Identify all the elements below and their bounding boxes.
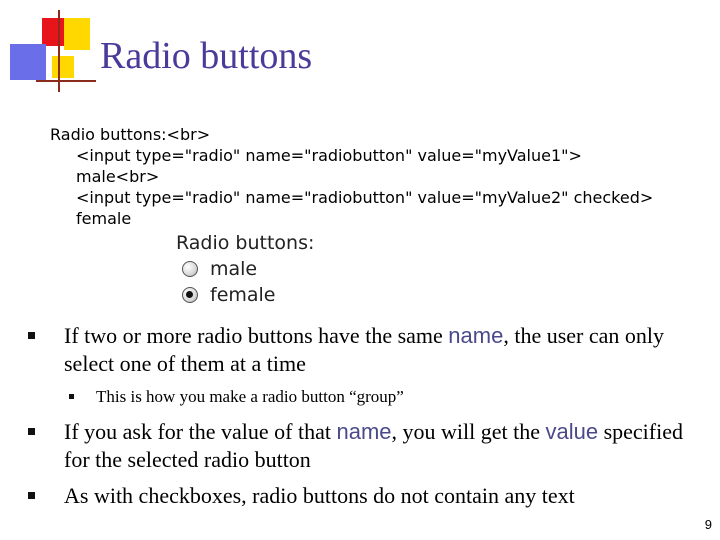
bullet-square-icon: [28, 428, 35, 435]
code-line: <input type="radio" name="radiobutton" value="myValue2" checked>: [76, 188, 654, 207]
bullet-list: [28, 322, 688, 518]
bullet-item: If you ask for the value of that name, you will get the value specified for the selected radio button: [28, 418, 688, 474]
radio-option-female[interactable]: [176, 282, 314, 308]
bullet-square-icon: [28, 332, 35, 339]
html-code-sample: [50, 124, 653, 229]
radio-option-label: male: [210, 258, 258, 280]
bullet-square-icon: [69, 394, 74, 399]
radio-demo-image: [176, 230, 314, 308]
radio-option-male[interactable]: [176, 256, 314, 282]
radio-option-label: female: [210, 284, 276, 306]
code-line: female: [76, 209, 132, 228]
keyword-value: value: [545, 419, 599, 444]
bullet-item: As with checkboxes, radio buttons do not contain any text: [28, 482, 688, 510]
keyword-name: name: [448, 323, 504, 348]
sub-bullet-item: This is how you make a radio button “group”: [28, 386, 688, 408]
radio-checked-icon[interactable]: [182, 287, 198, 303]
keyword-name: name: [336, 419, 392, 444]
page-number: 9: [704, 517, 712, 532]
code-line: male<br>: [76, 167, 160, 186]
slide-logo: [0, 0, 90, 100]
bullet-square-icon: [28, 492, 35, 499]
radio-demo-heading: Radio buttons:: [176, 232, 315, 254]
slide-title: Radio buttons: [100, 35, 313, 77]
code-line: Radio buttons:<br>: [50, 125, 211, 144]
radio-unchecked-icon[interactable]: [182, 261, 198, 277]
bullet-item: If two or more radio buttons have the same name, the user can only select one of them at a time: [28, 322, 688, 378]
code-line: <input type="radio" name="radiobutton" value="myValue1">: [76, 146, 582, 165]
